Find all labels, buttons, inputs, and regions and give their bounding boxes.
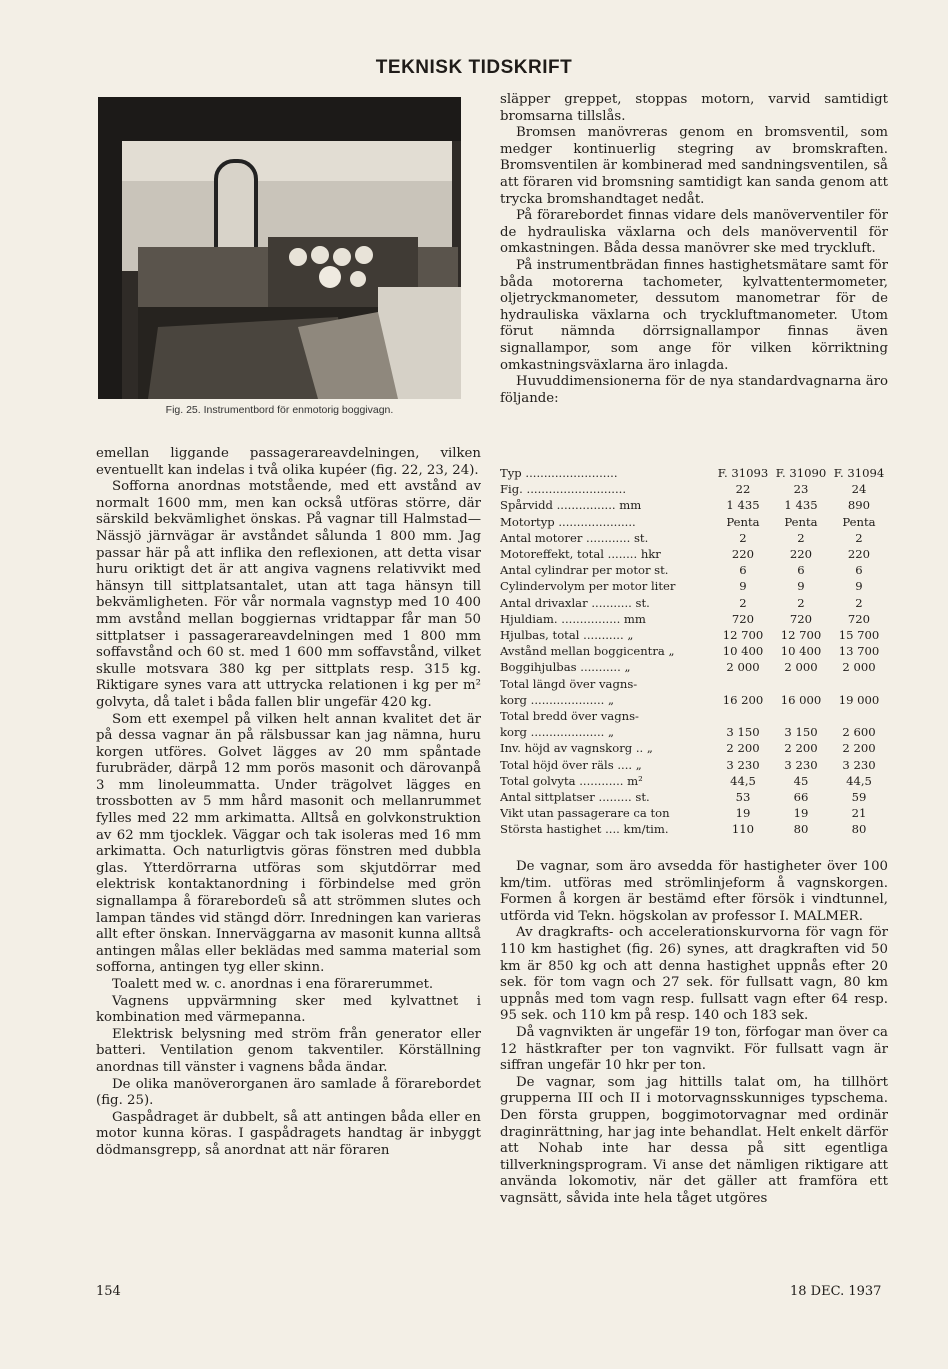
table-row-label: korg .................... „ (500, 725, 615, 740)
table-cell: F. 31090 (775, 466, 827, 480)
table-cell: 21 (851, 806, 867, 821)
table-cell: 9 (797, 579, 805, 594)
table-row (500, 821, 888, 837)
table-cell: 80 (851, 822, 867, 837)
table-cell: 2 600 (842, 725, 876, 740)
table-cell: 16 000 (780, 692, 822, 707)
dimensions-table (500, 465, 888, 838)
table-cell: 6 (739, 563, 747, 578)
table-cell: 220 (847, 547, 871, 562)
paragraph: Sofforna anordnas motstående, med ett avstånd av normalt 1600 mm, men kan också utföras större, där särskild bekvämlighet önskas. På vagnar till Halmstad—Nässjö järnvägar är avståndet sålunda 1 800 mm. Jag passar här på att inflika den reflexionen, att detta visar huru oriktigt det är att angiva vagnens relativvikt med hänsyn till sittplatsantalet, utan att taga hänsyn till bekvämligheten. För vår normala vagnstyp med 10 400 mm avstånd mellan boggiernas vridtappar får man 50 sittplatser i passagerareavdelningen med 1 800 mm soffavstånd och 60 st. med 1 600 mm soffavstånd, vilket skulle motsvara 380 kg per sittplats resp. 315 kg. Riktigare synes vara att uttrycka relationen i kg per m² golvyta, då talet i båda fallen blir ungefär 420 kg. (96, 479, 481, 710)
table-cell: 890 (847, 498, 871, 513)
table-cell: 2 000 (842, 660, 876, 675)
page-number: 154 (96, 1284, 121, 1299)
table-cell: 1 435 (726, 498, 760, 513)
table-row-label: Hjuldiam. ................ mm (500, 611, 646, 626)
table-cell: 15 700 (838, 628, 880, 643)
table-cell: 44,5 (730, 773, 756, 788)
table-row-label: Motoreffekt, total ........ hkr (500, 547, 661, 562)
paragraph: På förarebordet finnas vidare dels manöverventiler för de hydrauliska växlarna och dels manöverventil för omkastningen. Båda dessa manövrer ske med tryckluft. (500, 208, 888, 257)
table-cell: 2 200 (726, 741, 760, 756)
table-cell: 19 (793, 806, 809, 821)
table-cell: 3 230 (842, 757, 876, 772)
table-row-label: korg .................... „ (500, 692, 615, 707)
right-column-bottom (500, 859, 888, 1207)
table-cell: 720 (789, 611, 813, 626)
table-cell: 22 (735, 482, 751, 497)
table-row (500, 546, 888, 562)
table-row (500, 481, 888, 497)
paragraph: Elektrisk belysning med ström från generator eller batteri. Ventilation genom takventiler. Körställning anordnas till vänster i vagnens båda ändar. (96, 1026, 481, 1075)
table-cell: 3 230 (784, 757, 818, 772)
table-cell: 12 700 (722, 628, 764, 643)
table-row (500, 676, 888, 692)
table-row-label: Största hastighet .... km/tim. (500, 822, 669, 837)
journal-header: TEKNISK TIDSKRIFT (375, 57, 573, 78)
table-cell: 220 (789, 547, 813, 562)
table-row (500, 578, 888, 594)
table-cell: 10 400 (780, 644, 822, 659)
table-cell: 2 000 (726, 660, 760, 675)
table-row-label: Total bredd över vagns- (500, 709, 639, 724)
paragraph: De vagnar, som jag hittills talat om, ha tillhört grupperna III och II i motorvagnsskunniges typschema. Den första gruppen, boggimotorvagnar med ordinär draginrättning, har jag inte behandlat. Helt enkelt därför att Nohab inte har dessa på sitt egentliga tillverkningsprogram. Vi anse det nämligen riktigare att använda lokomotiv, när det gäller att framföra ett vagnsätt, såvida inte hela tåget utgöres (500, 1074, 888, 1206)
paragraph: Bromsen manövreras genom en bromsventil, som medger kontinuerlig stegring av bromskraften. Bromsventilen är kombinerad med sandningsventilen, så att föraren vid bromsning samtidigt kan sanda genom att trycka bromshandtaget nedåt. (500, 125, 888, 207)
table-row (500, 789, 888, 805)
table-cell: 6 (797, 563, 805, 578)
table-row (500, 708, 888, 724)
table-row-label: Boggihjulbas ........... „ (500, 660, 631, 675)
table-cell: 9 (739, 579, 747, 594)
table-cell: Penta (842, 514, 876, 529)
table-row (500, 514, 888, 530)
paragraph: Toalett med w. c. anordnas i ena förarerummet. (112, 977, 434, 992)
table-row (500, 692, 888, 708)
table-cell: 19 000 (838, 692, 880, 707)
paragraph: emellan liggande passagerareavdelningen, vilken eventuellt kan indelas i två olika kupéer (fig. 22, 23, 24). (96, 446, 481, 478)
table-cell: 19 (735, 806, 751, 821)
table-row-label: Cylindervolym per motor liter (500, 579, 676, 594)
table-cell (714, 708, 772, 724)
table-row-label: Total längd över vagns- (500, 676, 638, 691)
table-cell: 13 700 (838, 644, 880, 659)
table-row (500, 530, 888, 546)
table-row (500, 627, 888, 643)
table-cell: 2 (797, 530, 805, 545)
table-cell (714, 676, 772, 692)
table-cell: 12 700 (780, 628, 822, 643)
paragraph: släpper greppet, stoppas motorn, varvid samtidigt bromsarna tillslås. (500, 92, 888, 124)
table-row-label: Total golvyta ............ m² (500, 773, 643, 788)
left-column-body (96, 446, 481, 1160)
table-row-label: Antal sittplatser ......... st. (500, 790, 650, 805)
table-row (500, 757, 888, 773)
table-cell (772, 708, 830, 724)
photo-illustration (98, 97, 461, 399)
table-cell: Penta (726, 514, 760, 529)
paragraph: På instrumentbrädan finnes hastighetsmätare samt för båda motorerna tachometer, kylvattentermometer, oljetryckmanometer, dessutom manometrar för de hydrauliska växlarna och tryckluftmanometer. Utom förut nämnda dörrsignallampor finnas även signallampor, som ange för vilken körriktning omkastningsväxlarna äro inlagda. (500, 257, 888, 373)
table-cell: 720 (731, 611, 755, 626)
table-cell: 2 (855, 595, 863, 610)
table-row (500, 805, 888, 821)
paragraph: Av dragkrafts- och accelerationskurvorna för vagn för 110 km hastighet (fig. 26) synes, att dragkraften vid 50 km är 850 kg och att denna hastighet uppnås efter 20 sek. för tom vagn och 27 sek. för fullsatt vagn, 80 km uppnås med tom vagn resp. fullsatt vagn efter 64 resp. 95 sek. och 110 km på resp. 140 och 183 sek. (500, 925, 888, 1024)
table-cell: 53 (735, 790, 751, 805)
table-row-label: Motortyp ..................... (500, 514, 636, 529)
table-cell: F. 31094 (833, 466, 885, 480)
table-row-label: Avstånd mellan boggicentra „ (500, 644, 675, 659)
table-row (500, 562, 888, 578)
paragraph: Då vagnvikten är ungefär 19 ton, förfogar man över ca 12 hästkrafter per ton vagnvikt. För fullsatt vagn är siffran ungefär 10 hkr per ton. (500, 1024, 888, 1074)
table-cell: 110 (731, 822, 755, 837)
table-cell: 66 (793, 790, 809, 805)
table-cell: 2 (739, 530, 747, 545)
table-row-label: Antal cylindrar per motor st. (500, 563, 669, 578)
table-row-label: Total höjd över räls .... „ (500, 757, 642, 772)
table-cell: 24 (851, 482, 867, 497)
table-row (500, 659, 888, 675)
table-row-label: Antal drivaxlar ........... st. (500, 595, 650, 610)
table-cell: F. 31093 (717, 466, 769, 480)
paragraph: De vagnar, som äro avsedda för hastigheter över 100 km/tim. utföras med strömlinjeform å vagnskorgen. Formen å korgen är bestämd efter försök i vindtunnel, utförda vid Tekn. högskolan av professor I. MALMER. (500, 859, 888, 924)
table-cell: 2 200 (842, 741, 876, 756)
table-cell: 10 400 (722, 644, 764, 659)
table-cell: 3 230 (726, 757, 760, 772)
table-row-label: Hjulbas, total ........... „ (500, 628, 634, 643)
table-row-label: Vikt utan passagerare ca ton (500, 806, 670, 821)
figure-caption: Fig. 25. Instrumentbord för enmotorig boggivagn. (165, 404, 394, 416)
table-cell: 80 (793, 822, 809, 837)
paragraph: Vagnens uppvärmning sker med kylvattnet i kombination med värmepanna. (96, 993, 481, 1026)
table-row-label: Spårvidd ................ mm (500, 498, 642, 513)
table-cell: 2 (797, 595, 805, 610)
table-row (500, 465, 888, 481)
table-cell: 720 (847, 611, 871, 626)
table-row-label: Typ ......................... (500, 466, 618, 480)
table-cell: Penta (784, 514, 818, 529)
paragraph: Huvuddimensionerna för de nya standardvagnarna äro följande: (500, 374, 888, 406)
table-row-label: Inv. höjd av vagnskorg .. „ (500, 741, 653, 756)
table-cell: 3 150 (726, 725, 760, 740)
table-cell: 44,5 (846, 773, 872, 788)
table-cell: 1 435 (784, 498, 818, 513)
table-row (500, 773, 888, 789)
table-row (500, 643, 888, 659)
table-cell: 6 (855, 563, 863, 578)
table-cell: 2 200 (784, 741, 818, 756)
table-row-label: Fig. ........................... (500, 482, 627, 497)
table-row (500, 724, 888, 740)
table-cell: 23 (793, 482, 809, 497)
table-row (500, 497, 888, 513)
table-cell (830, 708, 888, 724)
issue-date: 18 DEC. 1937 (790, 1284, 882, 1299)
paragraph: De olika manöverorganen äro samlade å förarebordet (fig. 25). (96, 1076, 481, 1109)
table-cell: 2 (739, 595, 747, 610)
paragraph: Gaspådraget är dubbelt, så att antingen båda eller en motor kunna köras. I gaspådragets handtag är inbyggt dödmansgrepp, så anordnat att när föraren (96, 1109, 481, 1158)
right-column-top (500, 92, 888, 407)
table-row-label: Antal motorer ............ st. (500, 530, 649, 545)
table-cell: 2 000 (784, 660, 818, 675)
table-cell: 16 200 (722, 692, 764, 707)
table-cell: 45 (793, 773, 809, 788)
instrument-panel-photo (98, 97, 461, 399)
table-cell (830, 676, 888, 692)
table-cell: 59 (851, 790, 867, 805)
table-row (500, 740, 888, 756)
table-cell: 220 (731, 547, 755, 562)
table-cell (772, 676, 830, 692)
table-cell: 3 150 (784, 725, 818, 740)
table-row (500, 611, 888, 627)
table-cell: 2 (855, 530, 863, 545)
table-row (500, 595, 888, 611)
table-cell: 9 (855, 579, 863, 594)
paragraph: Som ett exempel på vilken helt annan kvalitet det är på dessa vagnar än på rälsbussar kan jag nämna, huru korgen utföres. Golvet lägges av 20 mm spåntade furubräder, därpå 12 mm porös masonit och därovanpå 3 mm linoleummatta. Under trägolvet lägges en trossbotten av 5 mm hård masonit och mellanrummet fylles med 22 mm arkimatta. Alltså en golvkonstruktion av 62 mm tjocklek. Väggar och tak isoleras med 16 mm arkimatta. Och naturligtvis göras fönstren med dubbla glas. Ytterdörrarna utföras som skjutdörrar med elektrisk kontaktanordning i förbindelse med grön signallampa å förarebordeն så att strömmen slutes och lampan tändes vid stängd dörr. Inredningen kan varieras allt efter önskan. Innerväggarna av masonit kunna alltså antingen målas eller beklädas med samma material som sofforna, antingen tyg eller skinn. (96, 711, 481, 976)
